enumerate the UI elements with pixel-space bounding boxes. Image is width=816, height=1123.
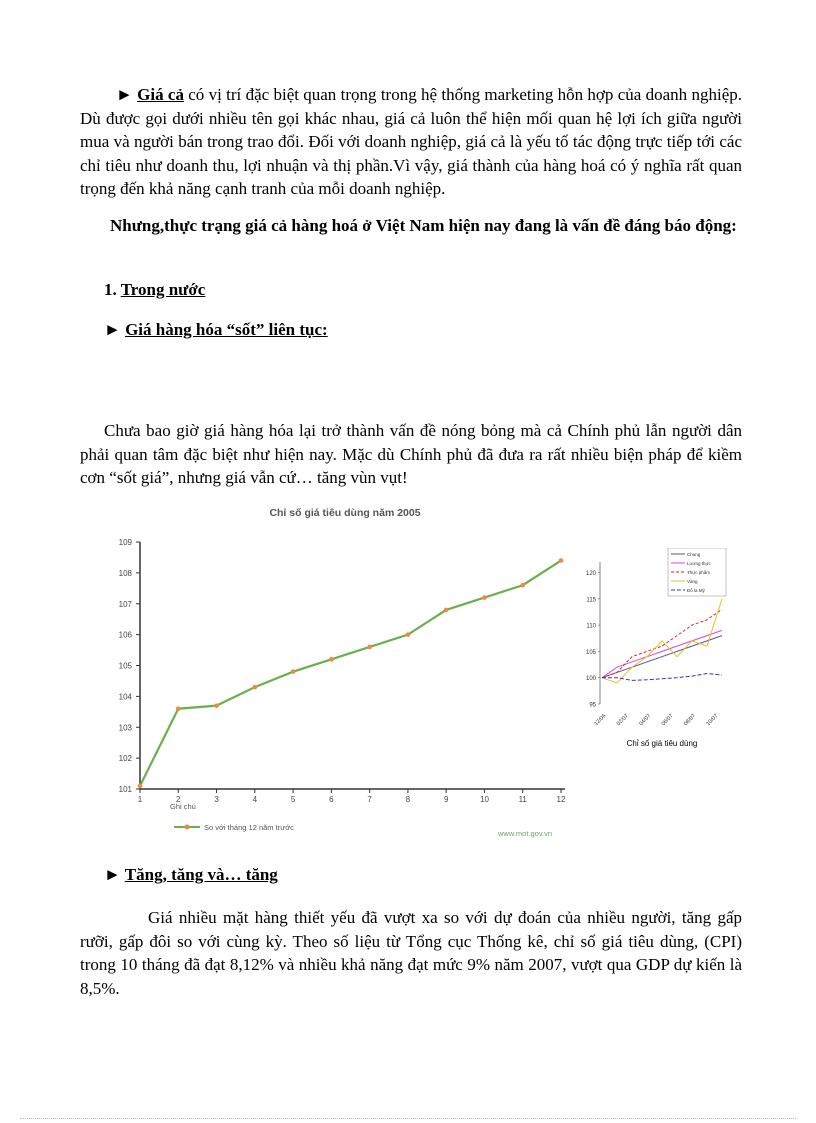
- subheading-colon: :: [322, 320, 328, 339]
- x-tick-label: 5: [290, 795, 296, 804]
- y-tick-label: 103: [118, 723, 132, 733]
- section-heading: [104, 279, 205, 301]
- x-tick-label: 2: [176, 795, 181, 804]
- x-tick-label: 12/06: [593, 713, 608, 728]
- x-tick-label: 9: [443, 795, 449, 804]
- y-tick-label: 108: [118, 568, 132, 578]
- subheading-gia-hang-hoa: [104, 319, 328, 341]
- data-point: [138, 784, 143, 789]
- x-axis-label: Ghi chú: [170, 802, 196, 811]
- x-tick-label: 6: [329, 795, 334, 804]
- x-tick-label: 4: [252, 795, 258, 804]
- arrow-bullet-icon: ►: [104, 320, 121, 339]
- legend-label: Vàng: [687, 579, 698, 584]
- y-tick-label: 120: [585, 571, 596, 578]
- legend-label: Lương thực: [687, 561, 711, 566]
- x-tick-label: 1: [137, 795, 143, 804]
- subheading-title: Tăng, tăng và… tăng: [124, 865, 278, 884]
- data-point: [176, 706, 181, 711]
- legend-marker: [185, 825, 190, 830]
- arrow-bullet-icon: ►: [116, 85, 133, 104]
- x-tick-label: 06/07: [660, 713, 675, 728]
- y-tick-label: 115: [586, 597, 596, 604]
- y-tick-label: 109: [118, 538, 132, 547]
- y-tick-label: 105: [118, 661, 132, 671]
- section-title: Trong nước: [120, 280, 206, 299]
- cpi-2005-line-chart: [100, 500, 580, 845]
- cpi-inset-line-chart: [582, 548, 732, 753]
- subheading-tang: [104, 864, 278, 886]
- arrow-bullet-icon: ►: [104, 865, 121, 884]
- y-tick-label: 102: [118, 754, 132, 764]
- x-tick-label: 12: [556, 795, 566, 804]
- data-point: [520, 583, 525, 588]
- x-tick-label: 8: [405, 795, 411, 804]
- x-tick-label: 10/07: [705, 713, 720, 728]
- y-tick-label: 100: [585, 676, 596, 683]
- intro-text: có vị trí đặc biệt quan trọng trong hệ thống marketing hỗn hợp của doanh nghiệp. Dù được gọi dưới nhiều tên gọi khác nhau, giá cả luôn thể hiện mối quan hệ lợi ích giữa người mua và người bán trong trao đổi. Đối với doanh nghiệp, giá cả là yếu tố tác động trực tiếp tới các chỉ tiêu như doanh thu, lợi nhuận và thị phần.Vì vậy, giá thành của hàng hoá có ý nghĩa rất quan trọng đến khả năng cạnh tranh của mỗi doanh nghiệp.: [80, 85, 743, 198]
- data-point: [253, 685, 258, 690]
- y-tick-label: 107: [118, 599, 132, 609]
- alarm-statement: Nhưng,thực trạng giá cả hàng hoá ở Việt Nam hiện nay đang là vấn đề đáng báo động:: [110, 216, 737, 235]
- data-point: [559, 558, 564, 563]
- page-footer-divider: [20, 1118, 796, 1119]
- x-tick-label: 3: [214, 795, 219, 804]
- legend-label: Đô la Mỹ: [687, 588, 705, 593]
- legend-label: Thực phẩm: [687, 570, 711, 575]
- y-tick-label: 104: [118, 692, 132, 702]
- data-point: [214, 703, 219, 708]
- section-number: 1.: [104, 280, 121, 299]
- data-point: [367, 645, 372, 650]
- subheading-title: Giá hàng hóa “sốt” liên tục: [125, 320, 323, 339]
- body-paragraph-2: Chưa bao giờ giá hàng hóa lại trở thành vấn đề nóng bỏng mà cả Chính phủ lẫn người dân phải quan tâm đặc biệt như hiện nay. Mặc dù Chính phủ đã đưa ra rất nhiều biện pháp để kiềm cơn “sốt giá”, nhưng giá vẫn cứ… tăng vùn vụt!: [80, 421, 742, 487]
- data-point: [291, 669, 296, 674]
- data-point: [329, 657, 334, 662]
- y-tick-label: 101: [118, 785, 132, 794]
- data-point: [444, 608, 449, 613]
- data-point: [482, 595, 487, 600]
- x-tick-label: 04/07: [638, 713, 653, 728]
- x-tick-label: 08/07: [683, 713, 698, 728]
- chart-source: www.mot.gov.vn: [498, 829, 553, 838]
- x-tick-label: 11: [518, 795, 527, 804]
- y-tick-label: 106: [118, 630, 132, 640]
- legend-label: Chung: [687, 552, 701, 557]
- intro-keyword: Giá cả: [137, 85, 184, 104]
- intro-paragraph: [80, 83, 742, 201]
- body-paragraph-3: Giá nhiều mặt hàng thiết yếu đã vượt xa so với dự đoán của nhiều người, tăng gấp rưỡi, gấp đôi so với cùng kỳ. Theo số liệu từ Tổng cục Thống kê, chỉ số giá tiêu dùng, (CPI) trong 10 tháng đã đạt 8,12% và nhiều khả năng đạt mức 9% năm 2007, vượt qua GDP dự kiến là 8,5%.: [80, 908, 742, 998]
- legend-label: So với tháng 12 năm trước: [204, 823, 294, 832]
- series-line: [140, 561, 561, 786]
- y-tick-label: 105: [585, 649, 596, 656]
- x-tick-label: 10: [480, 795, 489, 804]
- data-point: [406, 632, 411, 637]
- inset-chart-title: Chỉ số giá tiêu dùng: [626, 739, 698, 748]
- x-tick-label: 7: [367, 795, 372, 804]
- y-tick-label: 110: [586, 623, 596, 630]
- x-tick-label: 02/07: [615, 713, 630, 728]
- chart-title: Chỉ số giá tiêu dùng năm 2005: [269, 507, 421, 519]
- y-tick-label: 95: [589, 702, 596, 709]
